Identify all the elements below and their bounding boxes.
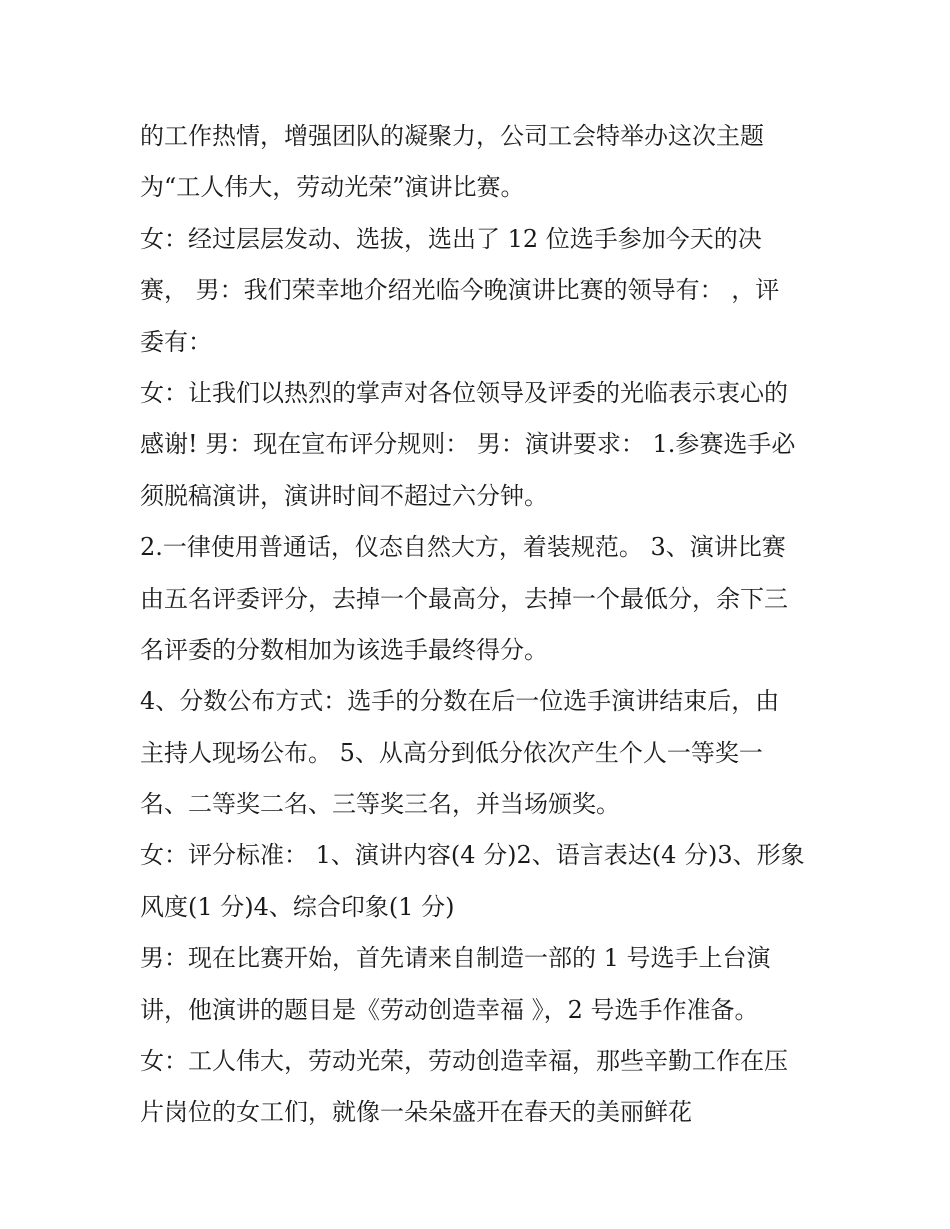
document-body — [140, 111, 820, 1139]
text-line: 为“工人伟大，劳动光荣”演讲比赛。 — [140, 173, 525, 202]
text-line: 感谢! 男：现在宣布评分规则： 男：演讲要求： 1.参赛选手必 — [140, 430, 796, 459]
text-line: 女：工人伟大，劳动光荣，劳动创造幸福，那些辛勤工作在压 — [140, 1047, 788, 1076]
text-line: 委有： — [140, 327, 212, 356]
text-line: 女：让我们以热烈的掌声对各位领导及评委的光临表示衷心的 — [140, 378, 788, 407]
text-line: 2.一律使用普通话，仪态自然大方，着装规范。 3、演讲比赛 — [140, 533, 786, 562]
text-line: 赛， 男：我们荣幸地介绍光临今晚演讲比赛的领导有： ，评 — [140, 276, 780, 305]
text-line: 女：经过层层发动、选拔，选出了 12 位选手参加今天的决 — [140, 224, 762, 253]
text-line: 男：现在比赛开始，首先请来自制造一部的 1 号选手上台演 — [140, 944, 771, 973]
text-line: 名评委的分数相加为该选手最终得分。 — [140, 635, 548, 664]
text-line: 风度(1 分)4、综合印象(1 分) — [140, 892, 455, 921]
text-line: 女：评分标准： 1、演讲内容(4 分)2、语言表达(4 分)3、形象 — [140, 841, 805, 870]
text-line: 名、二等奖二名、三等奖三名，并当场颁奖。 — [140, 790, 620, 819]
text-line: 片岗位的女工们，就像一朵朵盛开在春天的美丽鲜花 — [140, 1098, 692, 1127]
text-line: 的工作热情，增强团队的凝聚力，公司工会特举办这次主题 — [140, 122, 764, 150]
text-line: 讲，他演讲的题目是《劳动创造幸福 》，2 号选手作准备。 — [140, 995, 759, 1024]
text-line: 须脱稿演讲，演讲时间不超过六分钟。 — [140, 481, 548, 510]
text-line: 4、分数公布方式：选手的分数在后一位选手演讲结束后，由 — [140, 687, 780, 716]
text-line: 主持人现场公布。 5、从高分到低分依次产生个人一等奖一 — [140, 738, 763, 767]
text-line: 由五名评委评分，去掉一个最高分，去掉一个最低分，余下三 — [140, 584, 788, 613]
